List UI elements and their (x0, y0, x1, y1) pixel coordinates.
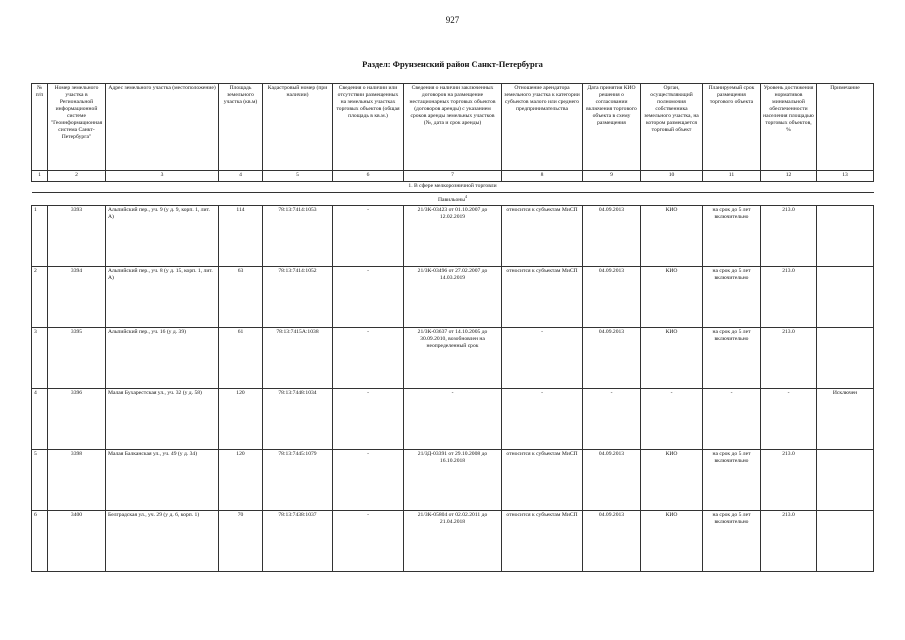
cell-area: 61 (219, 328, 263, 389)
cell-sme: относится к субъектам МиСП (502, 511, 583, 572)
column-header: № п/п (32, 84, 48, 171)
cell-note (817, 511, 874, 572)
column-header: Уровень достижения нормативов минимальной обеспеченности населения площадью торговых объектов, % (761, 84, 817, 171)
cell-level: 213.0 (761, 511, 817, 572)
column-header: Планируемый срок размещения торгового объекта (703, 84, 761, 171)
cell-contract: 21/ЗК-03637 от 14.10.2005 до 30.09.2010, возобновлен на неопределенный срок (404, 328, 502, 389)
cell-trade: - (333, 450, 404, 511)
cell-area: 114 (219, 206, 263, 267)
column-number: 11 (703, 171, 761, 182)
subgroup-row (32, 193, 874, 206)
table-row (32, 450, 874, 511)
cell-n: 4 (32, 389, 48, 450)
cell-cadastral: 78:13:7415А:1038 (263, 328, 333, 389)
cell-level: - (761, 389, 817, 450)
cell-trade: - (333, 511, 404, 572)
header-row (32, 84, 874, 171)
column-number: 5 (263, 171, 333, 182)
cell-term: - (703, 389, 761, 450)
column-number: 7 (404, 171, 502, 182)
cell-authority: КИО (641, 206, 703, 267)
cell-address: Малая Бухарестская ул., уч. 32 (у д. 58) (106, 389, 219, 450)
cell-sme: относится к субъектам МиСП (502, 206, 583, 267)
column-header: Номер земельного участка в Региональной информационной системе "Геоинформационная система Санкт-Петербурга" (48, 84, 106, 171)
group-row (32, 182, 874, 193)
column-header: Адрес земельного участка (местоположение) (106, 84, 219, 171)
cell-term: на срок до 5 лет включительно (703, 328, 761, 389)
registry-table (31, 83, 874, 572)
cell-sme: - (502, 328, 583, 389)
cell-date: 04.09.2013 (583, 206, 641, 267)
cell-level: 213.0 (761, 267, 817, 328)
cell-contract: 21/ЗК-05804 от 02.02.2011 до 21.04.2018 (404, 511, 502, 572)
table-row (32, 206, 874, 267)
cell-cadastral: 78:13:7414:1053 (263, 206, 333, 267)
column-number: 8 (502, 171, 583, 182)
cell-address: Малая Балканская ул., уч. 49 (у д. 34) (106, 450, 219, 511)
cell-area: 120 (219, 450, 263, 511)
cell-note: Исключен (817, 389, 874, 450)
cell-term: на срок до 5 лет включительно (703, 206, 761, 267)
subgroup-footnote: 4 (465, 194, 468, 199)
cell-note (817, 328, 874, 389)
cell-cadastral: 78:13:7445:1079 (263, 450, 333, 511)
column-header: Сведения о наличии заключенных договоров на размещение нестационарных торговых объектов (договоров аренды) с указанием сроков аренды земельных участков (№, дата и срок аренды) (404, 84, 502, 171)
cell-area: 70 (219, 511, 263, 572)
cell-authority: КИО (641, 267, 703, 328)
column-header: Примечание (817, 84, 874, 171)
cell-level: 213.0 (761, 450, 817, 511)
cell-gis: 3393 (48, 206, 106, 267)
subgroup-title: Павильоны (437, 196, 466, 203)
cell-note (817, 450, 874, 511)
cell-sme: относится к субъектам МиСП (502, 267, 583, 328)
column-header: Орган, осуществляющий полномочия собственника земельного участка, на котором размещается торговый объект (641, 84, 703, 171)
column-header: Площадь земельного участка (кв.м) (219, 84, 263, 171)
cell-area: 120 (219, 389, 263, 450)
cell-date: - (583, 389, 641, 450)
subgroup-cell (32, 193, 874, 206)
section-title: Раздел: Фрунзенский район Санкт-Петербурга (362, 59, 543, 69)
column-number: 9 (583, 171, 641, 182)
table-row (32, 267, 874, 328)
column-number: 1 (32, 171, 48, 182)
cell-contract: - (404, 389, 502, 450)
cell-cadastral: 78:13:7448:1034 (263, 389, 333, 450)
cell-note (817, 206, 874, 267)
cell-authority: КИО (641, 511, 703, 572)
column-number: 12 (761, 171, 817, 182)
cell-n: 6 (32, 511, 48, 572)
column-header: Отношение арендатора земельного участка к категории субъектов малого или среднего предпринимательства (502, 84, 583, 171)
cell-trade: - (333, 328, 404, 389)
cell-gis: 3400 (48, 511, 106, 572)
column-number: 13 (817, 171, 874, 182)
cell-cadastral: 78:13:7414:1052 (263, 267, 333, 328)
cell-trade: - (333, 389, 404, 450)
cell-gis: 3394 (48, 267, 106, 328)
cell-n: 1 (32, 206, 48, 267)
table-row (32, 328, 874, 389)
cell-gis: 3395 (48, 328, 106, 389)
column-number: 2 (48, 171, 106, 182)
column-number: 3 (106, 171, 219, 182)
cell-address: Альпийский пер., уч. 16 (у д. 39) (106, 328, 219, 389)
page-number: 927 (445, 15, 460, 25)
column-header: Сведения о наличии или отсутствии размещенных на земельных участках торговых объектов (общая площадь в кв.м.) (333, 84, 404, 171)
cell-term: на срок до 5 лет включительно (703, 267, 761, 328)
cell-trade: - (333, 267, 404, 328)
cell-gis: 3396 (48, 389, 106, 450)
group-title: 1. В сфере мелкорозничной торговли (32, 182, 874, 193)
cell-sme: - (502, 389, 583, 450)
cell-contract: 21/ЗК-03496 от 27.02.2007 до 14.03.2019 (404, 267, 502, 328)
cell-date: 04.09.2013 (583, 450, 641, 511)
cell-address: Альпийский пер., уч. 9 (у д. 9, корп. 1, лит. А) (106, 206, 219, 267)
cell-date: 04.09.2013 (583, 511, 641, 572)
cell-n: 2 (32, 267, 48, 328)
cell-trade: - (333, 206, 404, 267)
cell-cadastral: 78:13:7438:1037 (263, 511, 333, 572)
cell-sme: относится к субъектам МиСП (502, 450, 583, 511)
cell-address: Альпийский пер., уч. 8 (у д. 15, корп. 1, лит. А) (106, 267, 219, 328)
column-number: 10 (641, 171, 703, 182)
column-number-row (32, 171, 874, 182)
column-header: Дата принятия КИО решения о согласовании включения торгового объекта в схему размещения (583, 84, 641, 171)
table-row (32, 389, 874, 450)
cell-area: 63 (219, 267, 263, 328)
cell-address: Белградская ул., уч. 29 (у д. 6, корп. 1) (106, 511, 219, 572)
cell-date: 04.09.2013 (583, 328, 641, 389)
cell-authority: КИО (641, 328, 703, 389)
column-number: 4 (219, 171, 263, 182)
cell-level: 213.0 (761, 328, 817, 389)
cell-contract: 21/ЗД-03391 от 29.10.2008 до 16.10.2018 (404, 450, 502, 511)
cell-date: 04.09.2013 (583, 267, 641, 328)
column-header: Кадастровый номер (при наличии) (263, 84, 333, 171)
cell-authority: КИО (641, 450, 703, 511)
cell-term: на срок до 5 лет включительно (703, 450, 761, 511)
cell-level: 213.0 (761, 206, 817, 267)
cell-note (817, 267, 874, 328)
cell-authority: - (641, 389, 703, 450)
cell-contract: 21/ЗК-03423 от 01.10.2007 до 12.02.2019 (404, 206, 502, 267)
cell-n: 5 (32, 450, 48, 511)
cell-n: 3 (32, 328, 48, 389)
column-number: 6 (333, 171, 404, 182)
cell-term: на срок до 5 лет включительно (703, 511, 761, 572)
table-row (32, 511, 874, 572)
cell-gis: 3398 (48, 450, 106, 511)
